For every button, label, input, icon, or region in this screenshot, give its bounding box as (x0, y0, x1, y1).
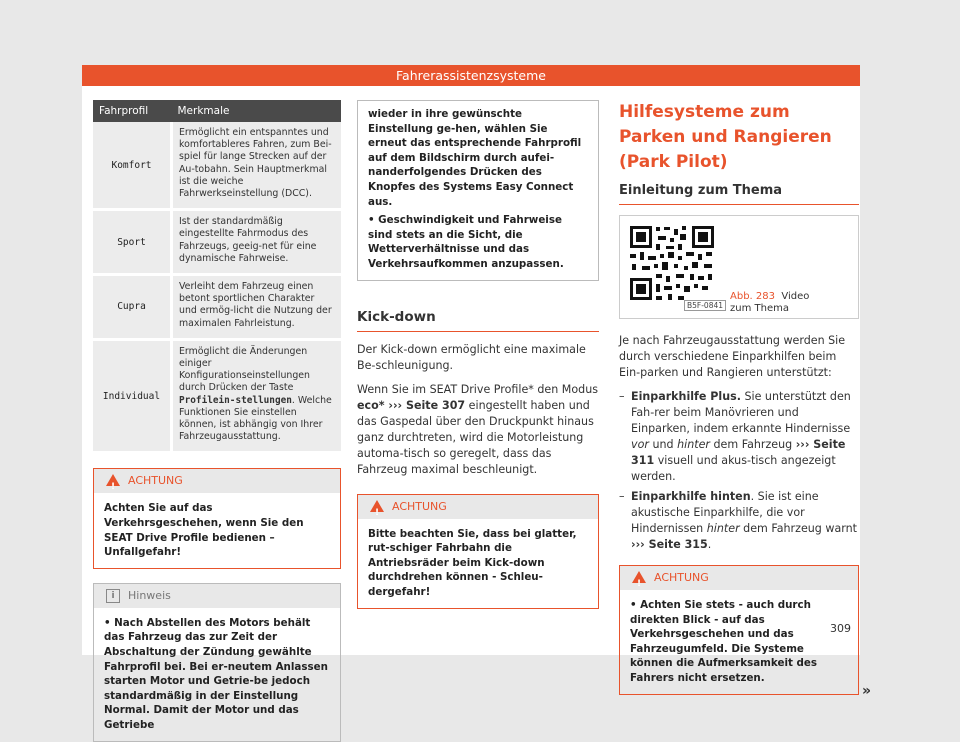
figure-code: B5F-0841 (684, 300, 726, 311)
warning-box (93, 468, 341, 568)
table-row (93, 210, 341, 275)
middle-column (357, 100, 599, 609)
table-header-features: Merkmale (172, 100, 342, 122)
button-label: Profilein-stellungen (179, 394, 292, 406)
note-text: • Nach Abstellen des Motors behält das Fahrzeug das zur Zeit der Abschaltung der Zündung gewählte Fahrprofil bei. Bei er-neutem Anlassen starten Motor und Getrie-be jedoch standardmäßig in der Einstellung Normal. Damit der Motor und das Getriebe (104, 616, 328, 731)
warning-icon (632, 571, 646, 583)
drive-profile-table (93, 100, 341, 454)
warning-box (619, 565, 859, 695)
note-continued-box (357, 100, 599, 281)
warning-icon (370, 500, 384, 512)
note-box (93, 583, 341, 742)
list-item: – Einparkhilfe Plus. Sie unterstützt den Fah-rer beim Manövrieren und Einparken, indem erkannte Hindernisse vor und hinter dem Fahrzeug ››› Seite 311 visuell und akus-tisch angezeigt werden. (619, 390, 851, 483)
warning-text: Achten Sie auf das Verkehrsgeschehen, wenn Sie den SEAT Drive Profile bedienen – Unfallgefahr! (104, 502, 304, 559)
warning-box (357, 494, 599, 609)
section-title: Hilfesysteme zum Parken und Rangieren (Park Pilot) (619, 102, 832, 172)
kickdown-heading: Kick-down (357, 309, 599, 332)
intro-paragraph: Je nach Fahrzeugausstattung werden Sie durch verschiedene Einparkhilfen beim Ein-parken und Rangieren unterstützt: (619, 334, 846, 379)
note-continued-text: wieder in ihre gewünschte Einstellung ge-hen, wählen Sie erneut das entsprechende Fahrprofil auf dem Bildschirm durch aufei-nanderfolgendes Drücken des Knopfes des Systems Easy Connect aus. (368, 108, 582, 208)
figure-caption: Abb. 283 Video zum Thema (730, 291, 810, 314)
page-number: 309 (830, 622, 851, 635)
kickdown-paragraph: Wenn Sie im SEAT Drive Profile* den Modus eco* ››› Seite 307 eingestellt haben und das Gaspedal über den Druckpunkt hinaus ganz durchtreten, wird die Motorleistung automa-tisch so geregelt, dass das Fahrzeug maximal beschleunigt. (357, 382, 599, 476)
profile-name: Komfort (93, 122, 172, 210)
table-header-profile: Fahrprofil (93, 100, 172, 122)
warning-text: • Achten Sie stets - auch durch direkten Blick - auf das Verkehrsgeschehen und das Fahrzeugumfeld. Die Systeme können die Aufmerksamkeit des Fahrers nicht ersetzen. (630, 599, 817, 684)
info-icon: i (106, 589, 120, 603)
profile-description: Verleiht dem Fahrzeug einen betont sportlichen Charakter und ermög-licht die Nutzung der maximalen Fahrleistung. (172, 275, 342, 340)
warning-icon (106, 474, 120, 486)
page-reference-link[interactable]: ››› Seite 311 (631, 438, 846, 467)
profile-name: Sport (93, 210, 172, 275)
profile-description: Ermöglicht die Änderungen einiger Konfigurationseinstellungen durch Drücken der Taste Profilein-stellungen. Welche Funktionen Sie einstellen können, ist abhängig von Ihrer Fahrzeugausstattung. (172, 339, 342, 453)
warning-text: Bitte beachten Sie, dass bei glatter, rut-schiger Fahrbahn die Antriebsräder beim Kick-down durchdrehen können - Schleu-dergefahr! (368, 527, 577, 598)
qr-code-icon[interactable] (628, 224, 716, 310)
figure (619, 215, 859, 319)
table-row (93, 339, 341, 453)
section-subtitle: Einleitung zum Thema (619, 183, 859, 205)
right-column (619, 100, 871, 699)
left-column (93, 100, 341, 742)
profile-description: Ermöglicht ein entspanntes und komfortableres Fahren, zum Bei-spiel für lange Strecken auf der Au-tobahn. Sein Hauptmerkmal ist die weiche Fahrwerkseinstellung (DCC). (172, 122, 342, 210)
page-reference-link[interactable]: eco* ››› Seite 307 (357, 398, 466, 412)
profile-name: Cupra (93, 275, 172, 340)
list-item: – Einparkhilfe hinten. Sie ist eine akustische Einparkhilfe, die vor Hindernissen hinter dem Fahrzeug warnt ››› Seite 315. (619, 490, 857, 551)
profile-description: Ist der standardmäßig eingestellte Fahrmodus des Fahrzeugs, geeig-net für eine dynamische Fahrweise. (172, 210, 342, 275)
warning-header: ! ACHTUNG (620, 566, 858, 590)
page-reference-link[interactable]: ››› Seite 315 (631, 538, 708, 551)
page-header: Fahrerassistenzsysteme (82, 65, 860, 86)
note-bullet: • Geschwindigkeit und Fahrweise sind stets an die Sicht, die Wetterverhältnisse und das Verkehrsaufkommen anzupassen. (368, 214, 564, 270)
warning-header: ! ACHTUNG (358, 495, 598, 519)
kickdown-paragraph: Der Kick-down ermöglicht eine maximale Be-schleunigung. (357, 342, 586, 372)
table-row (93, 122, 341, 210)
note-header: i Hinweis (94, 584, 340, 608)
profile-name: Individual (93, 339, 172, 453)
warning-header: ! ACHTUNG (94, 469, 340, 493)
continued-mark: » (861, 682, 871, 699)
table-row (93, 275, 341, 340)
